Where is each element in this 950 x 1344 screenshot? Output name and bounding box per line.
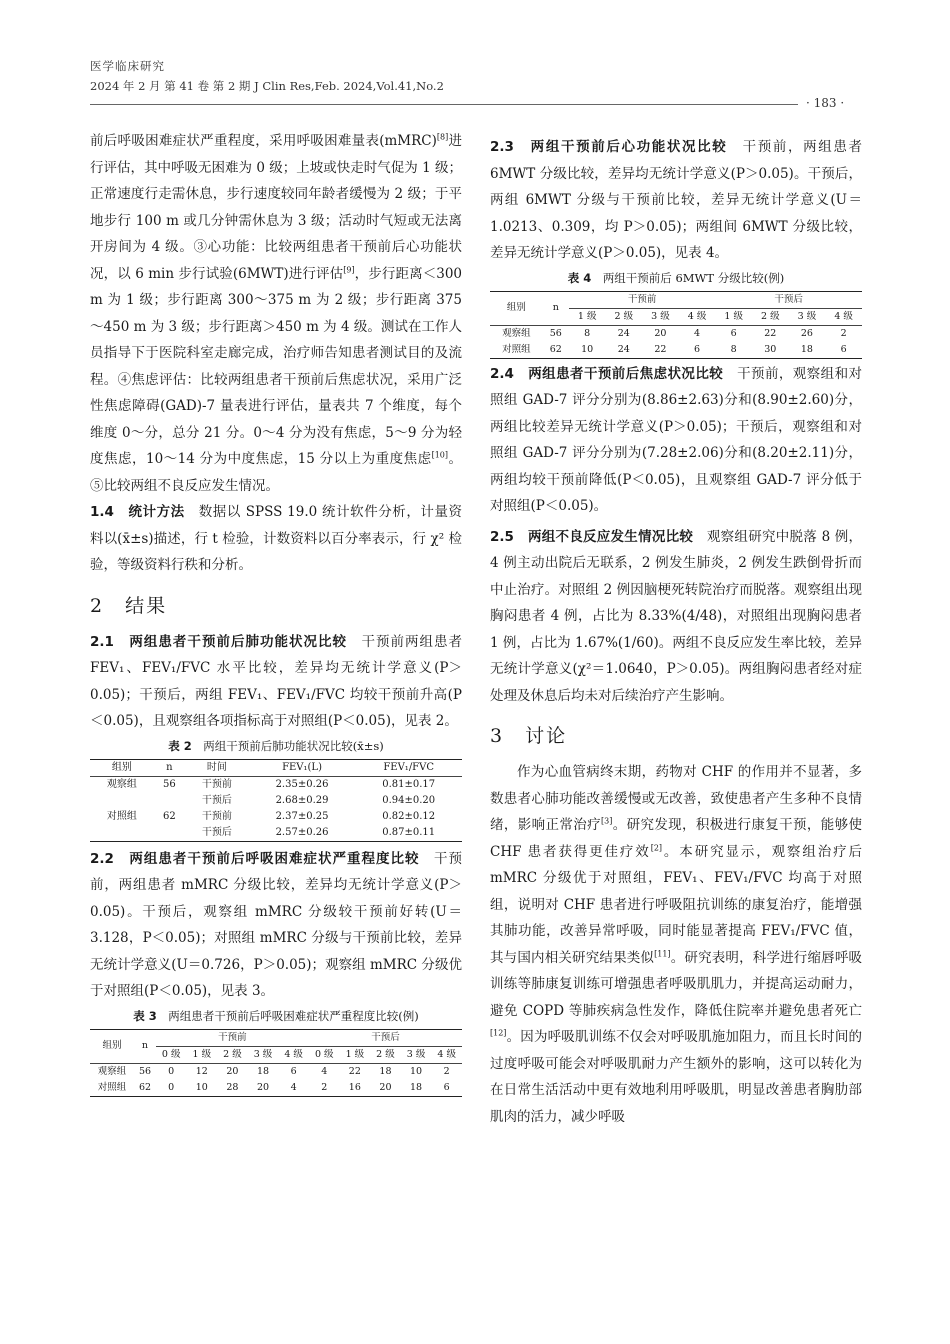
table-cell: 10 [569,342,606,359]
section-heading: 2.2 两组患者干预前后呼吸困难症状严重程度比较 [90,850,420,867]
table-cell: 18 [256,1065,270,1077]
table-cell: 0 [168,1065,175,1077]
table-header: 干预后 [309,1029,462,1046]
methods-paragraph [90,128,462,499]
discussion-text-3: 。本研究显示，观察组治疗后 mMRC 分级优于对照组，FEV₁、FEV₁/FVC 均高于对照组，说明对 CHF 患者进行呼吸阻抗训练的康复治疗，能增强其肺功能，改善异常呼吸，同时能显著提高 FEV₁/FVC 值，其与国内相关研究结果类似 [490,843,863,966]
table-header: 3 级 [642,308,679,325]
left-column [90,128,462,1097]
table-cell: 24 [617,327,630,339]
table-header: 4 级 [278,1046,309,1063]
table-cell: 2 [840,327,847,339]
table-header: n [154,759,185,776]
table-row [90,1063,462,1080]
table-cell: 观察组 [502,327,531,339]
table-cell: 6 [290,1065,297,1077]
table-cell: 8 [584,327,591,339]
table-cell: 18 [401,1080,432,1097]
section-1-4 [90,499,462,579]
table-cell: 对照组 [90,1080,134,1097]
section-heading: 2.1 两组患者干预前后肺功能状况比较 [90,633,347,650]
citation: [8] [436,132,449,142]
table-header: 1 级 [340,1046,371,1063]
table-cell: 18 [789,342,826,359]
citation: [10] [431,450,448,460]
section-body: 干预前，两组患者 mMRC 分级比较，差异均无统计学意义(P＞0.05)。干预后，观察组 mMRC 分级较干预前好转(U＝3.128，P＜0.05)；对照组 mMRC 分级与干预前比较，差异无统计学意义(U＝0.726，P＞0.05)；观察组 mMRC 分级优于对照组(P＜0.05)，见表 3。 [90,850,463,999]
table-cell: 干预后 [185,825,249,842]
table-cell: 10 [410,1065,423,1077]
table-cell: 6 [431,1080,462,1097]
methods-text-4: 。⑤比较两组不良反应发生情况。 [90,451,462,494]
table-cell [154,825,185,842]
section-body: 观察组研究中脱落 8 例，4 例主动出院后无联系，2 例发生肺炎，2 例发生跌倒骨折而中止治疗。对照组 2 例因脑梗死转院治疗而脱落。观察组出现胸闷患者 4 例，占比为 8.33%(4/48)，对照组出现胸闷患者 1 例，占比为 1.67%(1/60)。两组不良反应发生率比较，差异无统计学意义(χ²＝1.0640，P＞0.05)。两组胸闷患者经对症处理及休息后均未对后续治疗产生影响。 [490,528,862,704]
discussion-text-1: 作为心血管病终末期，药物对 CHF 的作用并不显著，多数患者心肺功能改善缓慢或无改善，致使患者产生多种不良情绪，影响正常治疗 [490,764,862,833]
table-header: 0 级 [156,1046,187,1063]
table-cell: 0.82±0.12 [382,810,436,822]
running-header [90,56,444,96]
table-cell: 0.94±0.20 [382,794,436,806]
table-4 [490,291,862,359]
table-cell: 对照组 [106,810,137,822]
table-cell: 干预前 [201,778,232,790]
table-cell: 62 [162,810,176,822]
discussion-text-4: 。研究表明，科学进行缩唇呼吸训练等肺康复训练可增强患者呼吸肌肌力，并提高运动耐力，避免 COPD 等肺疾病急性发作，降低住院率并避免患者死亡 [490,949,863,1019]
table-row [90,825,462,842]
section-heading: 2.3 两组干预前后心功能状况比较 [490,139,728,155]
table-cell: 20 [654,327,667,339]
table-header: 2 级 [606,308,643,325]
table-label: 表 2 [168,738,192,753]
section-2-5 [490,524,862,710]
table-cell: 4 [321,1065,328,1077]
discussion-paragraph [490,759,862,1130]
table-cell: 22 [348,1065,361,1077]
table-row [490,325,862,342]
table-header: 4 级 [431,1046,462,1063]
table-cell: 20 [226,1065,239,1077]
table-cell: 4 [694,327,701,339]
table-header: FEV₁(L) [249,759,356,776]
table-header: 1 级 [187,1046,218,1063]
section-body: 干预前，观察组和对照组 GAD-7 评分分别为(8.86±2.63)分和(8.90±2.60)分，两组比较差异无统计学意义(P＞0.05)；干预后，观察组和对照组 GAD-7 评分分别为(7.28±2.06)分和(8.20±2.11)分，两组均较干预前降低(P＜0.05)，且观察组 GAD-7 评分低于对照组(P＜0.05)。 [490,365,862,514]
table-header: 3 级 [401,1046,432,1063]
table-cell: 2.57±0.26 [249,825,356,842]
results-heading: 2 结果 [90,594,168,617]
table-2-caption [90,737,462,755]
table-cell: 4 [278,1080,309,1097]
discussion-text-2: 。研究发现，积极进行康复干预，能够使 CHF 患者获得更佳疗效 [490,817,863,860]
table-cell: 62 [543,342,569,359]
table-cell: 56 [138,1065,152,1077]
table-header: 时间 [185,759,249,776]
table-cell: 6 [679,342,716,359]
table-cell: 20 [248,1080,279,1097]
table-cell: 26 [800,327,813,339]
table-cell: 22 [764,327,777,339]
table-cell: 干预前 [201,810,232,822]
section-body: 干预前，两组患者 6MWT 分级比较，差异均无统计学意义(P＞0.05)。干预后，两组 6MWT 分级与干预前比较，差异无统计学意义(U＝1.0213、0.309，均 P＞0.05)；两组间 6MWT 分级比较，差异无统计学意义(P＞0.05)，见表 4。 [490,139,863,261]
section-2-3 [490,134,862,267]
table-cell: 2.37±0.25 [275,810,329,822]
journal-name: 医学临床研究 [90,59,165,73]
table-caption-text: 两组干预前后肺功能状况比较(x̄±s) [203,738,384,753]
table-header: 0 级 [309,1046,340,1063]
table-header: 2 级 [370,1046,401,1063]
table-caption-text: 两组干预前后 6MWT 分级比较(例) [602,270,785,285]
table-row [90,776,462,793]
table-cell: 2 [309,1080,340,1097]
table-cell: 8 [715,342,752,359]
table-cell: 18 [379,1065,392,1077]
table-header: 4 级 [825,308,862,325]
table-2 [90,759,462,842]
section-body: 数据以 SPSS 19.0 统计软件分析，计量资料以(x̄±s)描述，行 t 检验，计数资料以百分率表示，行 χ² 检验，等级资料行秩和分析。 [90,504,462,573]
table-cell: 62 [134,1080,156,1097]
methods-text-1: 前后呼吸困难症状严重程度，采用呼吸困难量表(mMRC) [90,133,437,149]
table-4-caption [490,269,862,287]
table-cell: 12 [195,1065,208,1077]
table-label: 表 4 [567,270,592,285]
table-cell: 0 [156,1080,187,1097]
table-cell: 56 [549,327,562,339]
table-cell: 56 [162,778,176,790]
table-caption-text: 两组患者干预前后呼吸困难症状严重程度比较(例) [168,1008,419,1023]
table-cell: 16 [340,1080,371,1097]
table-header: n [543,291,569,325]
table-cell: 20 [370,1080,401,1097]
table-header: 4 级 [679,308,716,325]
table-cell: 观察组 [97,1065,127,1077]
table-header: 2 级 [217,1046,248,1063]
section-body: 干预前两组患者 FEV₁、FEV₁/FVC 水平比较，差异均无统计学意义(P＞0.05)；干预后，两组 FEV₁、FEV₁/FVC 均较干预前升高(P＜0.05)，且观察组各项指标高于对照组(P＜0.05)，见表 2。 [90,633,463,729]
table-row [490,342,862,359]
citation: [3] [600,816,613,826]
section-2-2 [90,846,462,1005]
citation: [2] [650,843,663,852]
table-header: 组别 [490,291,543,325]
table-header: 组别 [90,759,154,776]
issue-line: 2024 年 2 月 第 41 卷 第 2 期 J Clin Res,Feb. 2024,Vol.41,No.2 [90,79,444,93]
table-cell: 22 [642,342,679,359]
table-header: 3 级 [248,1046,279,1063]
section-heading: 2.5 两组不良反应发生情况比较 [490,528,694,545]
table-cell: 6 [730,327,737,339]
table-header: 组别 [90,1029,134,1063]
citation: [12] [490,1028,507,1038]
table-cell: 10 [187,1080,218,1097]
table-header: 干预后 [715,291,862,308]
citation: [11] [654,949,671,958]
table-cell [154,793,185,809]
table-cell: 28 [217,1080,248,1097]
table-cell: 0.81±0.17 [382,778,436,790]
table-header: 2 级 [752,308,789,325]
table-cell: 24 [606,342,643,359]
table-3 [90,1029,462,1097]
table-row [90,809,462,825]
section-heading: 2.4 两组患者干预前后焦虑状况比较 [490,365,724,382]
discussion-heading: 3 讨论 [490,725,568,747]
table-cell [90,793,154,809]
table-cell: 对照组 [490,342,543,359]
table-cell [90,825,154,842]
header-rule [90,104,798,105]
table-header: FEV₁/FVC [355,759,462,776]
table-row [90,793,462,809]
section-2-1 [90,629,462,735]
table-header: 3 级 [789,308,826,325]
table-cell: 干预后 [201,794,232,806]
table-cell: 观察组 [106,778,137,790]
table-cell: 2.68±0.29 [275,794,329,806]
table-cell: 6 [825,342,862,359]
table-header: n [134,1029,156,1063]
citation: [9] [343,265,355,274]
section-heading: 1.4 统计方法 [90,504,185,520]
table-label: 表 3 [133,1008,157,1023]
table-header: 1 级 [715,308,752,325]
section-2-4 [490,361,862,520]
table-header: 1 级 [569,308,606,325]
methods-text-2: 进行评估，其中呼吸无困难为 0 级；上坡或快走时气促为 1 级；正常速度行走需休息，步行速度较同年龄者缓慢为 2 级；于平地步行 100 m 或几分钟需休息为 3 级；活动时气短或无法离开房间为 4 级。③心功能：比较两组患者干预前后心功能状况，以 6 min 步行试验(6MWT)进行评估 [90,133,463,282]
discussion-text-5: 。因为呼吸肌训练不仅会对呼吸肌施加阻力，而且长时间的过度呼吸可能会对呼吸肌耐力产生额外的影响，这可以转化为在日常生活活动中更有效地利用呼吸肌，明显改善患者胸肋部肌肉的活力，减少呼吸 [490,1029,862,1125]
table-header: 干预前 [569,291,716,308]
table-3-caption [90,1007,462,1025]
table-row [90,1080,462,1097]
methods-text-3: ，步行距离＜300 m 为 1 级；步行距离 300～375 m 为 2 级；步行距离 375～450 m 为 3 级；步行距离＞450 m 为 4 级。测试在工作人员指导下于医院科室走廊完成，治疗师告知患者测试目的及流程。④焦虑评估：比较两组患者干预前后焦虑状况，采用广泛性焦虑障碍(GAD)-7 量表进行评估，量表共 7 个维度，每个维度 0～分，总分 21 分。0～4 分为没有焦虑，5～9 分为轻度焦虑，10～14 分为中度焦虑，15 分以上为重度焦虑 [90,265,462,467]
page-number: · 183 · [806,96,845,110]
table-cell: 2.35±0.26 [275,778,329,790]
table-cell: 30 [752,342,789,359]
table-cell: 2 [443,1065,450,1077]
table-header: 干预前 [156,1029,309,1046]
right-column [490,134,862,1130]
table-cell: 0.87±0.11 [355,825,462,842]
